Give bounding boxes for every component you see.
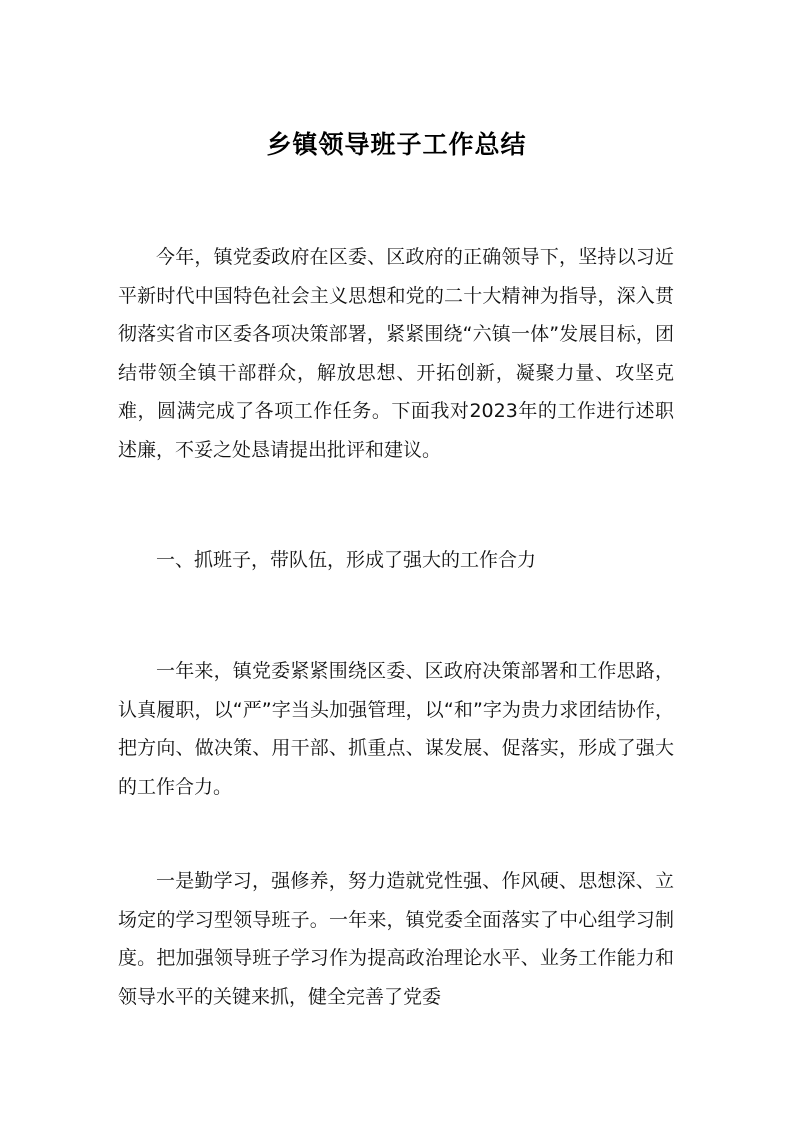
- paragraph-intro: 今年，镇党委政府在区委、区政府的正确领导下，坚持以习近平新时代中国特色社会主义思想和党的二十大精神为指导，深入贯彻落实省市区委各项决策部署，紧紧围绕“六镇一体”发展目标，团结带领全镇干部群众，解放思想、开拓创新，凝聚力量、攻坚克难，圆满完成了各项工作任务。下面我对2023年的工作进行述职述廉，不妥之处恳请提出批评和建议。: [118, 246, 674, 461]
- section-heading-1: 一、抓班子，带队伍，形成了强大的工作合力: [156, 549, 537, 571]
- paragraph-section-1: 一年来，镇党委紧紧围绕区委、区政府决策部署和工作思路，认真履职，以“严”字当头加强管理，以“和”字为贵力求团结协作，把方向、做决策、用干部、抓重点、谋发展、促落实，形成了强大的工作合力。: [118, 660, 674, 798]
- document-title: 乡镇领导班子工作总结: [266, 130, 527, 159]
- paragraph-point-1: 一是勤学习，强修养，努力造就党性强、作风硬、思想深、立场定的学习型领导班子。一年来，镇党委全面落实了中心组学习制度。把加强领导班子学习作为提高政治理论水平、业务工作能力和领导水平的关键来抓，健全完善了党委: [118, 870, 674, 1008]
